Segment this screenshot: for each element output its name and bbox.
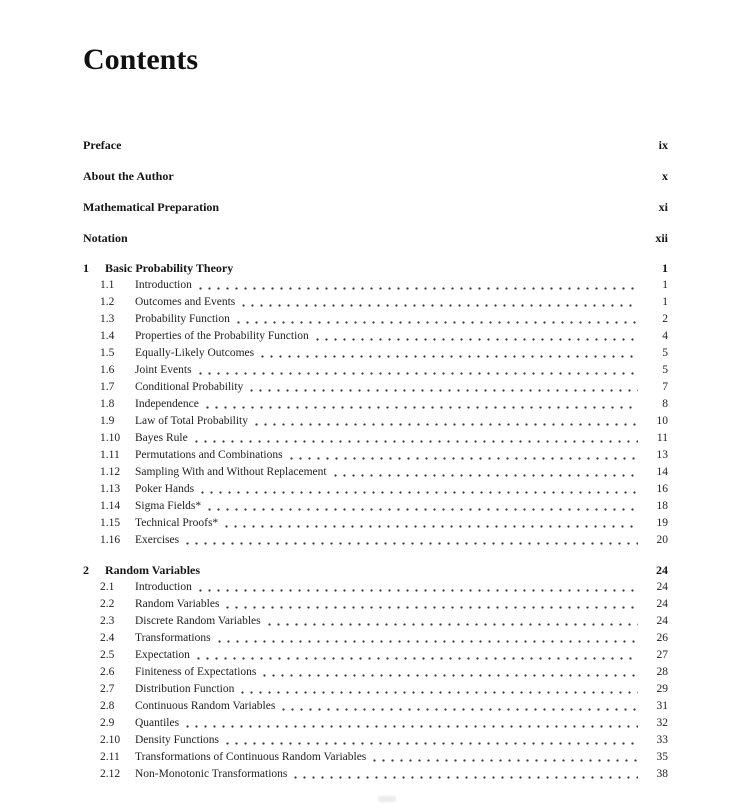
section-title: Technical Proofs* — [135, 517, 219, 529]
page-number: 24 — [656, 615, 668, 627]
section-title: Equally-Likely Outcomes — [135, 347, 255, 359]
section-entry — [83, 515, 668, 532]
section-entry — [83, 749, 668, 766]
section-title: Continuous Random Variables — [135, 700, 276, 712]
section-title: Transformations — [135, 632, 211, 644]
section-title: Discrete Random Variables — [135, 615, 261, 627]
section-number: 2.2 — [100, 598, 115, 610]
page-number: 31 — [656, 700, 668, 712]
section-number: 1.10 — [100, 432, 121, 444]
section-title: Permutations and Combinations — [135, 449, 283, 461]
page-number: 1 — [662, 279, 668, 291]
section-number: 2.3 — [100, 615, 115, 627]
page-number: ix — [658, 138, 668, 152]
section-number: 1.1 — [100, 279, 115, 291]
chapter-list — [83, 260, 668, 783]
section-title: Quantiles — [135, 717, 180, 729]
dot-leader — [334, 464, 638, 481]
section-number: 1.3 — [100, 313, 115, 325]
dot-leader — [208, 498, 638, 515]
section-entry — [83, 532, 668, 549]
section-number: 2.6 — [100, 666, 115, 678]
dot-leader — [263, 664, 638, 681]
page-number: 35 — [656, 751, 668, 763]
section-title: Probability Function — [135, 313, 230, 325]
chapter-title: Basic Probability Theory — [105, 261, 234, 275]
front-matter-entry — [83, 201, 668, 214]
section-title: Independence — [135, 398, 199, 410]
front-matter-entry — [83, 139, 668, 152]
section-entry — [83, 647, 668, 664]
section-number: 1.7 — [100, 381, 115, 393]
page-number: 18 — [656, 500, 668, 512]
page-number: 8 — [662, 398, 668, 410]
section-title: Non-Monotonic Transformations — [135, 768, 288, 780]
page-number: xii — [655, 231, 668, 245]
dot-leader — [201, 481, 638, 498]
section-entry — [83, 277, 668, 294]
dot-leader — [218, 630, 638, 647]
dot-leader — [199, 277, 638, 294]
page-number: 10 — [656, 415, 668, 427]
page-number: 16 — [656, 483, 668, 495]
page-number: 14 — [656, 466, 668, 478]
page-number: 24 — [656, 581, 668, 593]
section-entry — [83, 664, 668, 681]
chapter-block — [83, 562, 668, 783]
front-matter-entry — [83, 170, 668, 183]
section-entry — [83, 464, 668, 481]
footer-smudge — [378, 796, 396, 802]
section-number: 1.4 — [100, 330, 115, 342]
section-entry — [83, 481, 668, 498]
section-entry — [83, 715, 668, 732]
dot-leader — [206, 396, 638, 413]
section-number: 2.7 — [100, 683, 115, 695]
page-number: 27 — [656, 649, 668, 661]
dot-leader — [199, 579, 638, 596]
dot-leader — [261, 345, 638, 362]
section-number: 1.15 — [100, 517, 121, 529]
section-title: Finiteness of Expectations — [135, 666, 257, 678]
dot-leader — [290, 447, 638, 464]
section-title: Introduction — [135, 581, 192, 593]
section-entry — [83, 362, 668, 379]
page-number: 5 — [662, 347, 668, 359]
chapter-number: 2 — [83, 563, 89, 577]
chapter-number: 1 — [83, 261, 89, 275]
section-entry — [83, 379, 668, 396]
page-number: 1 — [662, 296, 668, 308]
front-matter-entry — [83, 232, 668, 245]
section-number: 2.1 — [100, 581, 115, 593]
section-entry — [83, 732, 668, 749]
front-matter-label: Notation — [83, 231, 128, 245]
section-entry — [83, 579, 668, 596]
section-number: 1.11 — [100, 449, 120, 461]
section-entry — [83, 413, 668, 430]
section-title: Joint Events — [135, 364, 192, 376]
section-number: 1.2 — [100, 296, 115, 308]
section-title: Conditional Probability — [135, 381, 244, 393]
section-number: 2.9 — [100, 717, 115, 729]
section-number: 1.13 — [100, 483, 121, 495]
section-title: Poker Hands — [135, 483, 195, 495]
section-entry — [83, 630, 668, 647]
dot-leader — [226, 732, 638, 749]
page-number: 38 — [656, 768, 668, 780]
dot-leader — [255, 413, 638, 430]
dot-leader — [316, 328, 638, 345]
page-number: x — [662, 169, 668, 183]
chapter-heading — [83, 260, 668, 277]
dot-leader — [242, 294, 638, 311]
section-title: Sigma Fields* — [135, 500, 202, 512]
dot-leader — [241, 681, 638, 698]
section-title: Density Functions — [135, 734, 220, 746]
section-number: 2.5 — [100, 649, 115, 661]
section-entry — [83, 294, 668, 311]
section-entry — [83, 447, 668, 464]
dot-leader — [197, 647, 638, 664]
section-title: Exercises — [135, 534, 180, 546]
section-number: 2.8 — [100, 700, 115, 712]
section-title: Random Variables — [135, 598, 220, 610]
section-number: 1.5 — [100, 347, 115, 359]
page-number: 2 — [662, 313, 668, 325]
page-number: 13 — [656, 449, 668, 461]
page-number: 26 — [656, 632, 668, 644]
section-entry — [83, 311, 668, 328]
dot-leader — [199, 362, 638, 379]
section-title: Transformations of Continuous Random Variables — [135, 751, 367, 763]
page-number: 11 — [656, 432, 668, 444]
page-number: 24 — [656, 598, 668, 610]
section-entry — [83, 766, 668, 783]
section-entry — [83, 498, 668, 515]
page-title: Contents — [83, 43, 199, 76]
front-matter-label: Mathematical Preparation — [83, 200, 220, 214]
front-matter-label: About the Author — [83, 169, 174, 183]
page-number: 4 — [662, 330, 668, 342]
dot-leader — [186, 532, 638, 549]
section-entry — [83, 698, 668, 715]
section-number: 2.10 — [100, 734, 121, 746]
section-entry — [83, 613, 668, 630]
section-number: 1.6 — [100, 364, 115, 376]
section-number: 1.12 — [100, 466, 121, 478]
section-number: 2.4 — [100, 632, 115, 644]
section-title: Introduction — [135, 279, 192, 291]
page-number: 5 — [662, 364, 668, 376]
dot-leader — [268, 613, 638, 630]
dot-leader — [373, 749, 638, 766]
dot-leader — [186, 715, 638, 732]
dot-leader — [250, 379, 638, 396]
page-number: 20 — [656, 534, 668, 546]
page-number: xi — [658, 200, 668, 214]
section-number: 2.12 — [100, 768, 121, 780]
dot-leader — [226, 596, 638, 613]
page-number: 32 — [656, 717, 668, 729]
dot-leader — [225, 515, 638, 532]
dot-leader — [195, 430, 638, 447]
dot-leader — [237, 311, 638, 328]
page-number: 33 — [656, 734, 668, 746]
section-title: Law of Total Probability — [135, 415, 249, 427]
section-title: Distribution Function — [135, 683, 235, 695]
section-number: 1.14 — [100, 500, 121, 512]
chapter-title: Random Variables — [105, 563, 201, 577]
front-matter-list — [83, 139, 668, 245]
section-entry — [83, 596, 668, 613]
page-number: 1 — [662, 261, 668, 275]
section-title: Expectation — [135, 649, 190, 661]
section-title: Outcomes and Events — [135, 296, 236, 308]
chapter-heading — [83, 562, 668, 579]
page-number: 19 — [656, 517, 668, 529]
section-title: Sampling With and Without Replacement — [135, 466, 327, 478]
section-number: 1.9 — [100, 415, 115, 427]
section-entry — [83, 328, 668, 345]
section-title: Bayes Rule — [135, 432, 188, 444]
front-matter-label: Preface — [83, 138, 122, 152]
section-entry — [83, 430, 668, 447]
section-title: Properties of the Probability Function — [135, 330, 309, 342]
page-number: 7 — [662, 381, 668, 393]
section-number: 1.8 — [100, 398, 115, 410]
section-number: 2.11 — [100, 751, 120, 763]
section-entry — [83, 345, 668, 362]
page-number: 24 — [656, 563, 668, 577]
page-number: 29 — [656, 683, 668, 695]
dot-leader — [282, 698, 638, 715]
dot-leader — [294, 766, 638, 783]
page-number: 28 — [656, 666, 668, 678]
section-entry — [83, 681, 668, 698]
chapter-block — [83, 260, 668, 549]
section-entry — [83, 396, 668, 413]
section-number: 1.16 — [100, 534, 121, 546]
